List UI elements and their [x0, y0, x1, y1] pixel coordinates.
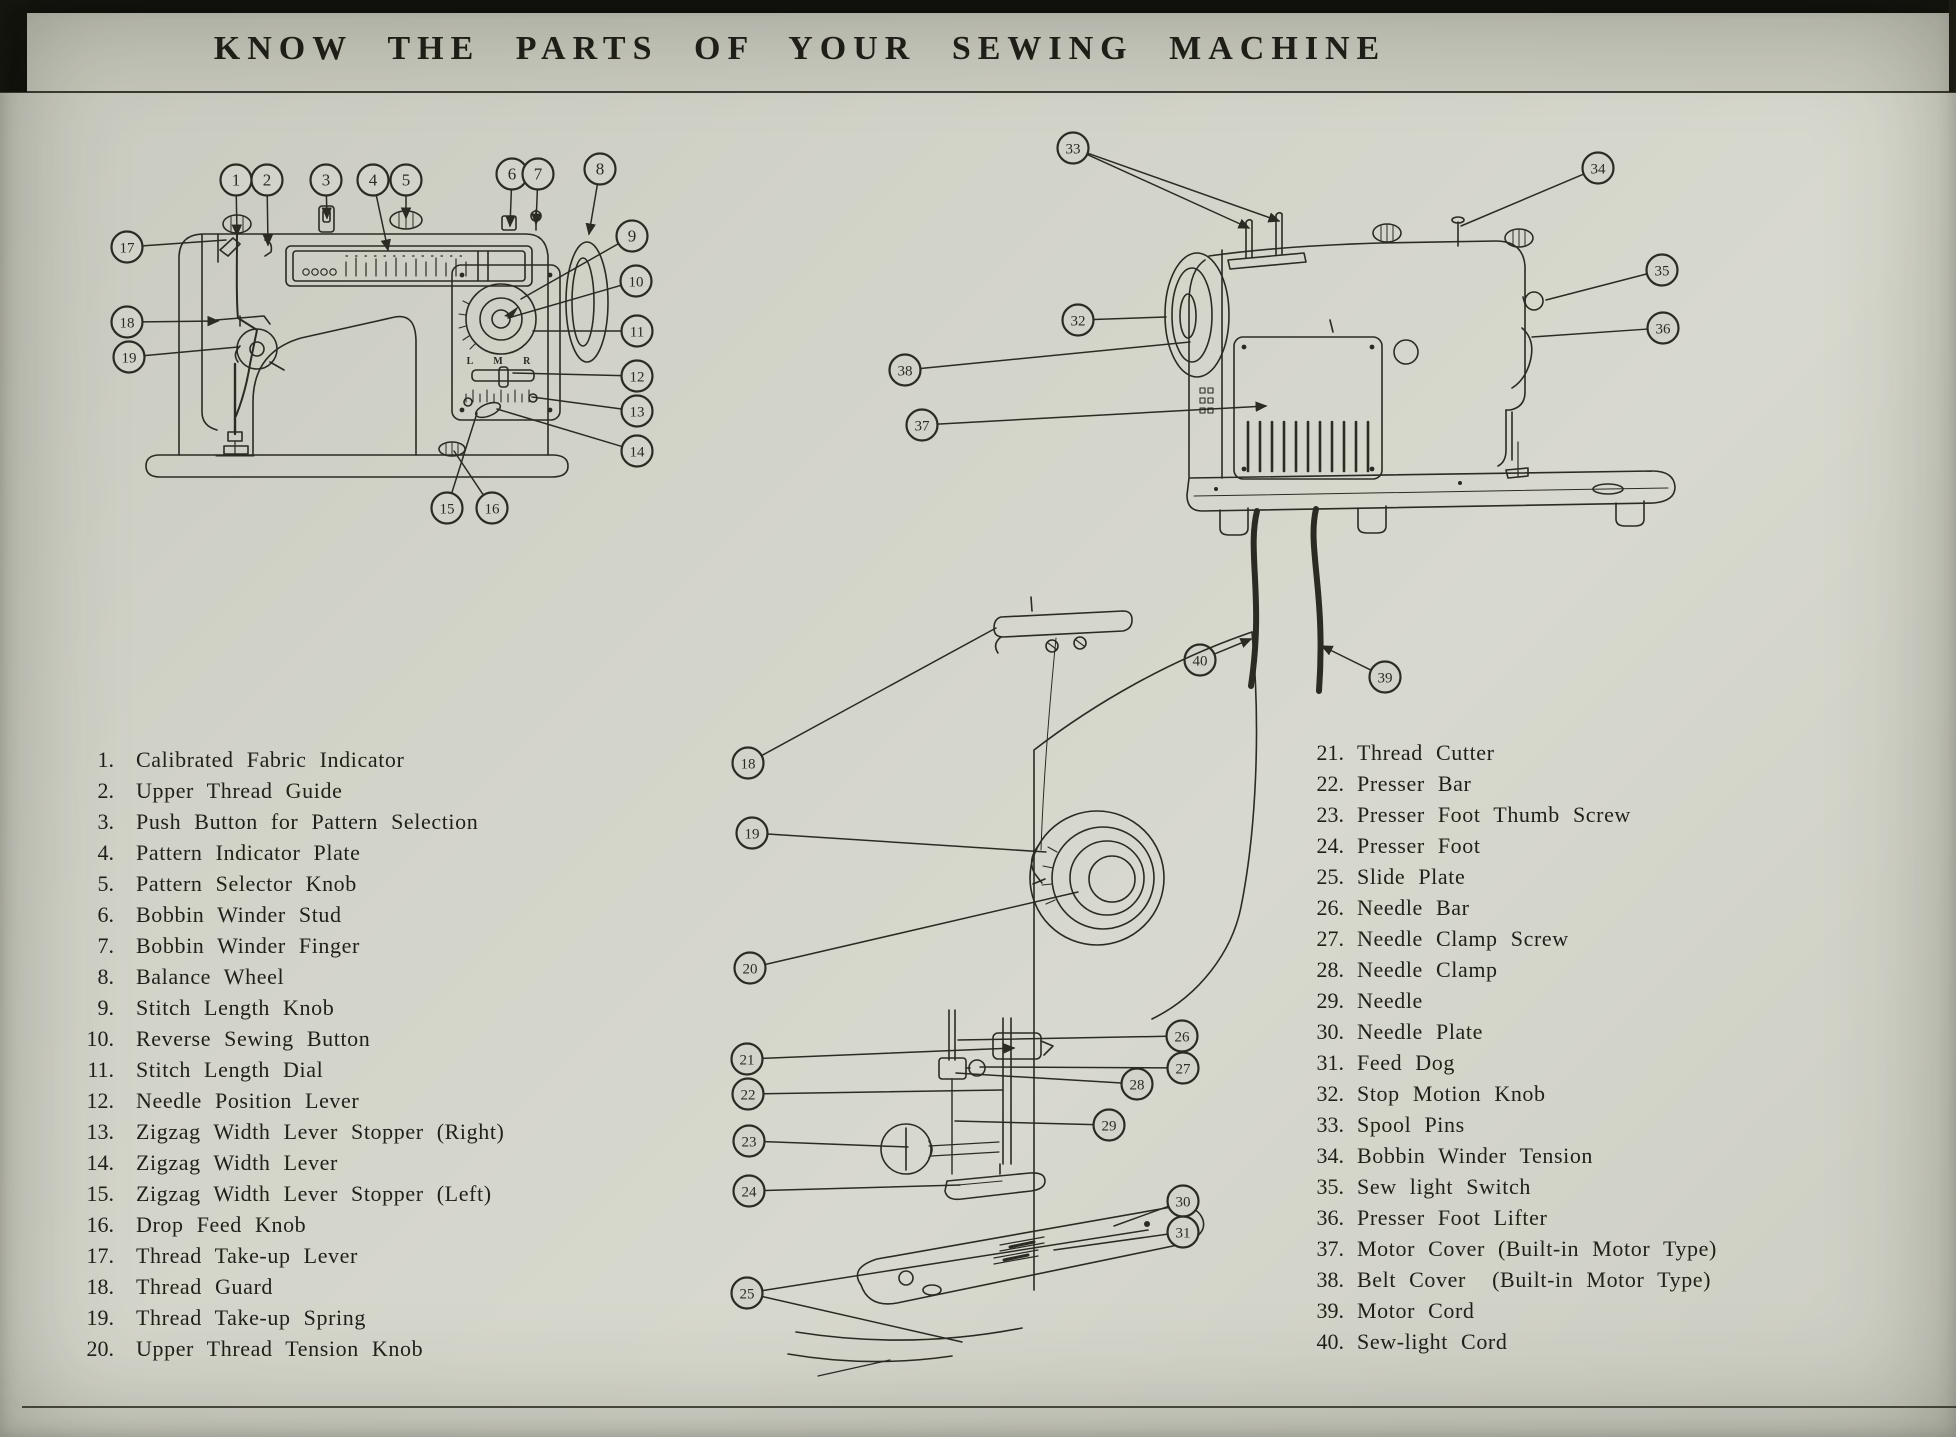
- callout-number: 20: [742, 961, 758, 978]
- part-label: Upper Thread Tension Knob: [136, 1336, 424, 1361]
- callout-number: 9: [627, 226, 637, 246]
- part-number: 1.: [97, 747, 114, 772]
- part-label: Drop Feed Knob: [136, 1212, 307, 1237]
- callout-number: 18: [119, 315, 135, 332]
- parts-list-right: [1300, 737, 1717, 1357]
- part-list-item: [1300, 954, 1717, 985]
- part-number: 25.: [1316, 864, 1344, 889]
- part-list-item: [60, 837, 504, 868]
- callout-number: 22: [740, 1087, 756, 1104]
- part-label: Feed Dog: [1357, 1050, 1455, 1075]
- part-number: 27.: [1316, 926, 1344, 951]
- part-list-item: [60, 992, 504, 1023]
- part-number: 4.: [97, 840, 114, 865]
- part-number: 38.: [1316, 1267, 1344, 1292]
- callout-number: 23: [741, 1134, 757, 1151]
- part-list-item: [1300, 985, 1717, 1016]
- part-list-item: [60, 1147, 504, 1178]
- part-number: 7.: [97, 933, 114, 958]
- needle-position-letters: L M R: [466, 356, 540, 367]
- part-number: 11.: [87, 1057, 114, 1082]
- part-list-item: [60, 1240, 504, 1271]
- part-list-item: [1300, 1047, 1717, 1078]
- callout-number: 31: [1175, 1225, 1191, 1242]
- part-label: Motor Cover (Built-in Motor Type): [1357, 1236, 1717, 1261]
- part-label: Thread Take-up Spring: [136, 1305, 366, 1330]
- part-number: 8.: [97, 964, 114, 989]
- part-number: 19.: [86, 1305, 114, 1330]
- part-list-item: [60, 1116, 504, 1147]
- part-number: 14.: [86, 1150, 114, 1175]
- scan-corner-shadow-right: [1949, 0, 1956, 92]
- callout-number: 32: [1070, 313, 1086, 330]
- part-label: Zigzag Width Lever Stopper (Left): [136, 1181, 492, 1206]
- part-label: Sew-light Cord: [1357, 1329, 1508, 1354]
- part-list-item: [1300, 1171, 1717, 1202]
- part-list-item: [1300, 1140, 1717, 1171]
- part-number: 22.: [1316, 771, 1344, 796]
- callout-number: 36: [1655, 321, 1671, 338]
- part-label: Motor Cord: [1357, 1298, 1475, 1323]
- part-number: 5.: [97, 871, 114, 896]
- callout-number: 25: [739, 1286, 755, 1303]
- part-number: 34.: [1316, 1143, 1344, 1168]
- part-number: 40.: [1316, 1329, 1344, 1354]
- callout-number: 3: [321, 170, 331, 190]
- part-label: Needle Clamp: [1357, 957, 1498, 982]
- part-label: Needle Position Lever: [136, 1088, 360, 1113]
- needle-area-art: [788, 597, 1256, 1376]
- bottom-rule: [22, 1406, 1956, 1408]
- part-number: 17.: [86, 1243, 114, 1268]
- part-label: Needle: [1357, 988, 1423, 1013]
- part-label: Bobbin Winder Stud: [136, 902, 342, 927]
- part-list-item: [1300, 1295, 1717, 1326]
- part-number: 16.: [86, 1212, 114, 1237]
- part-list-item: [1300, 1109, 1717, 1140]
- part-label: Reverse Sewing Button: [136, 1026, 371, 1051]
- part-number: 26.: [1316, 895, 1344, 920]
- callout-number: 19: [744, 826, 760, 843]
- part-number: 32.: [1316, 1081, 1344, 1106]
- part-list-item: [1300, 892, 1717, 923]
- callout-number: 19: [121, 350, 137, 367]
- callout-number: 18: [740, 756, 756, 773]
- callout-number: 10: [628, 274, 644, 291]
- callout-number: 2: [262, 170, 272, 190]
- part-number: 23.: [1316, 802, 1344, 827]
- callout-number: 39: [1377, 670, 1393, 687]
- callout-number: 33: [1065, 141, 1081, 158]
- part-label: Belt Cover (Built-in Motor Type): [1357, 1267, 1712, 1292]
- part-number: 24.: [1316, 833, 1344, 858]
- callout-number: 40: [1192, 653, 1208, 670]
- part-label: Bobbin Winder Tension: [1357, 1143, 1594, 1168]
- part-list-item: [60, 1271, 504, 1302]
- callout-number: 14: [629, 444, 645, 461]
- part-number: 39.: [1316, 1298, 1344, 1323]
- part-list-item: [1300, 1202, 1717, 1233]
- part-label: Thread Guard: [136, 1274, 273, 1299]
- part-list-item: [60, 1178, 504, 1209]
- part-label: Spool Pins: [1357, 1112, 1465, 1137]
- part-list-item: [60, 868, 504, 899]
- part-label: Thread Take-up Lever: [136, 1243, 358, 1268]
- part-list-item: [60, 1085, 504, 1116]
- part-label: Stitch Length Dial: [136, 1057, 324, 1082]
- part-list-item: [1300, 799, 1717, 830]
- part-number: 28.: [1316, 957, 1344, 982]
- part-list-item: [1300, 1233, 1717, 1264]
- part-label: Balance Wheel: [136, 964, 285, 989]
- part-number: 30.: [1316, 1019, 1344, 1044]
- callout-number: 26: [1174, 1029, 1190, 1046]
- part-label: Slide Plate: [1357, 864, 1466, 889]
- part-number: 9.: [97, 995, 114, 1020]
- part-number: 20.: [86, 1336, 114, 1361]
- callout-number: 28: [1129, 1077, 1145, 1094]
- part-list-item: [60, 1333, 504, 1364]
- part-number: 35.: [1316, 1174, 1344, 1199]
- part-list-item: [60, 775, 504, 806]
- part-list-item: [1300, 1264, 1717, 1295]
- callout-number: 30: [1175, 1194, 1191, 1211]
- part-label: Needle Plate: [1357, 1019, 1483, 1044]
- part-list-item: [60, 744, 504, 775]
- part-label: Stitch Length Knob: [136, 995, 335, 1020]
- callout-number: 37: [914, 418, 930, 435]
- part-list-item: [60, 899, 504, 930]
- callout-number: 17: [119, 240, 135, 257]
- part-list-item: [1300, 861, 1717, 892]
- part-number: 33.: [1316, 1112, 1344, 1137]
- part-label: Needle Bar: [1357, 895, 1470, 920]
- part-number: 18.: [86, 1274, 114, 1299]
- callout-number: 35: [1654, 263, 1670, 280]
- callout-number: 7: [533, 164, 543, 184]
- part-list-item: [1300, 923, 1717, 954]
- callout-number: 27: [1175, 1061, 1191, 1078]
- page-title: KNOW THE PARTS OF YOUR SEWING MACHINE: [213, 30, 1387, 67]
- part-label: Sew light Switch: [1357, 1174, 1531, 1199]
- front-view-figure: [100, 150, 670, 570]
- callout-number: 34: [1590, 161, 1606, 178]
- callout-number: 21: [739, 1052, 755, 1069]
- callout-number: 15: [439, 501, 455, 518]
- part-label: Zigzag Width Lever Stopper (Right): [136, 1119, 505, 1144]
- part-label: Presser Foot Lifter: [1357, 1205, 1548, 1230]
- callout-layer: [732, 628, 1199, 1342]
- callout-number: 8: [595, 159, 605, 179]
- part-list-item: [60, 1054, 504, 1085]
- part-number: 36.: [1316, 1205, 1344, 1230]
- callout-number: 12: [629, 369, 645, 386]
- sewing-machine-front-art: [146, 206, 608, 477]
- part-list-item: [60, 930, 504, 961]
- callout-number: 16: [484, 501, 500, 518]
- part-number: 12.: [86, 1088, 114, 1113]
- part-number: 31.: [1316, 1050, 1344, 1075]
- part-label: Bobbin Winder Finger: [136, 933, 360, 958]
- part-label: Presser Bar: [1357, 771, 1472, 796]
- part-number: 6.: [97, 902, 114, 927]
- part-list-item: [60, 806, 504, 837]
- part-label: Stop Motion Knob: [1357, 1081, 1546, 1106]
- needle-area-figure: [700, 590, 1260, 1380]
- callout-number: 13: [629, 404, 645, 421]
- part-number: 3.: [97, 809, 114, 834]
- part-label: Presser Foot Thumb Screw: [1357, 802, 1631, 827]
- part-list-item: [1300, 830, 1717, 861]
- part-list-item: [60, 1023, 504, 1054]
- callout-layer: [112, 154, 653, 524]
- part-list-item: [1300, 737, 1717, 768]
- callout-number: 4: [368, 170, 378, 190]
- part-number: 37.: [1316, 1236, 1344, 1261]
- part-list-item: [60, 1302, 504, 1333]
- scan-corner-shadow: [0, 0, 27, 92]
- callout-number: 6: [507, 164, 517, 184]
- part-list-item: [60, 1209, 504, 1240]
- part-label: Pattern Indicator Plate: [136, 840, 361, 865]
- part-label: Pattern Selector Knob: [136, 871, 357, 896]
- callout-number: 38: [897, 363, 913, 380]
- part-number: 15.: [86, 1181, 114, 1206]
- part-label: Push Button for Pattern Selection: [136, 809, 479, 834]
- part-number: 29.: [1316, 988, 1344, 1013]
- part-label: Presser Foot: [1357, 833, 1481, 858]
- part-label: Thread Cutter: [1357, 740, 1495, 765]
- callout-number: 29: [1101, 1118, 1117, 1135]
- callout-number: 24: [741, 1184, 757, 1201]
- callout-number: 5: [401, 170, 411, 190]
- part-number: 2.: [97, 778, 114, 803]
- part-label: Calibrated Fabric Indicator: [136, 747, 405, 772]
- part-number: 10.: [86, 1026, 114, 1051]
- part-label: Zigzag Width Lever: [136, 1150, 338, 1175]
- part-list-item: [1300, 1078, 1717, 1109]
- part-list-item: [60, 961, 504, 992]
- callout-number: 1: [231, 170, 241, 190]
- part-list-item: [1300, 1016, 1717, 1047]
- part-label: Needle Clamp Screw: [1357, 926, 1569, 951]
- callout-number: 11: [629, 324, 645, 341]
- part-number: 13.: [86, 1119, 114, 1144]
- part-number: 21.: [1316, 740, 1344, 765]
- part-list-item: [1300, 1326, 1717, 1357]
- parts-list-left: [60, 744, 504, 1364]
- part-list-item: [1300, 768, 1717, 799]
- scan-top-edge: [0, 0, 1956, 13]
- part-label: Upper Thread Guide: [136, 778, 343, 803]
